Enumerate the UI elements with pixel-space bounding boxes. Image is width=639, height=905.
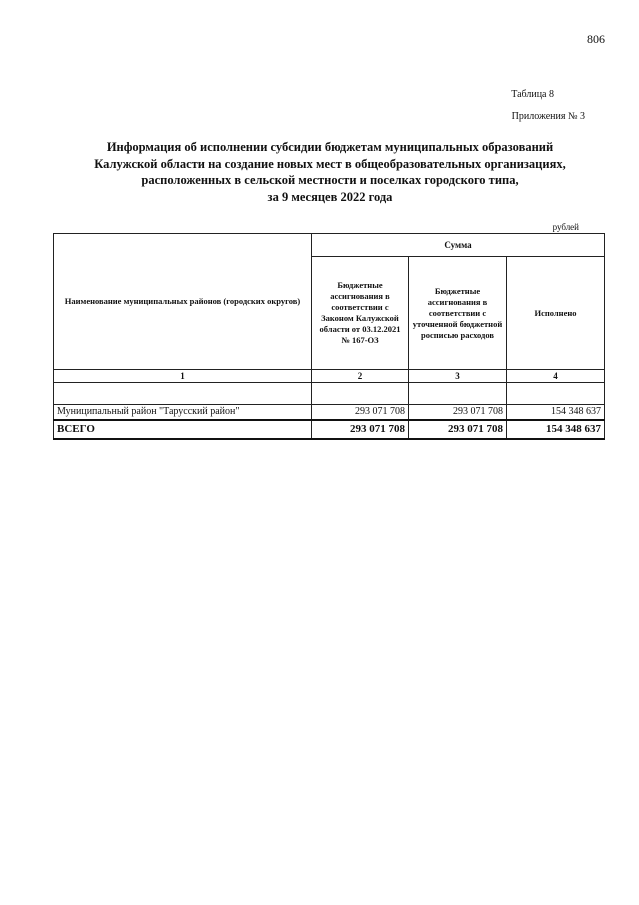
column-number-row — [54, 370, 605, 383]
col-law-header: Бюджетные ассигнования в соответствии с Законом Калужской области от 03.12.2021 № 167-ОЗ — [312, 257, 409, 370]
column-number: 1 — [54, 370, 312, 383]
refined-amount: 293 071 708 — [409, 405, 507, 420]
col-name-header: Наименование муниципальных районов (городских округов) — [54, 234, 312, 370]
units-label: рублей — [552, 222, 579, 232]
col-refined-header: Бюджетные ассигнования в соответствии с уточненной бюджетной росписью расходов — [409, 257, 507, 370]
document-title — [20, 139, 639, 205]
title-line: расположенных в сельской местности и поселках городского типа, — [141, 173, 519, 187]
executed-amount: 154 348 637 — [507, 405, 605, 420]
law-amount: 293 071 708 — [312, 405, 409, 420]
header-row — [54, 234, 605, 257]
total-row — [54, 420, 605, 439]
title-line: Информация об исполнении субсидии бюджетам муниципальных образований — [106, 140, 554, 154]
column-number: 4 — [507, 370, 605, 383]
table-spacer-row — [54, 383, 605, 405]
district-name: Муниципальный район "Тарусский район" — [54, 405, 312, 420]
total-executed-amount: 154 348 637 — [507, 420, 605, 439]
column-number: 2 — [312, 370, 409, 383]
appendix-label: Приложения № 3 — [511, 111, 585, 122]
column-number: 3 — [409, 370, 507, 383]
table-row — [54, 405, 605, 420]
table-label: Таблица 8 — [511, 89, 554, 100]
total-refined-amount: 293 071 708 — [409, 420, 507, 439]
total-law-amount: 293 071 708 — [312, 420, 409, 439]
sum-header: Сумма — [312, 234, 605, 257]
title-line: за 9 месяцев 2022 года — [267, 189, 393, 204]
total-label: ВСЕГО — [54, 420, 312, 439]
report-table — [53, 233, 605, 440]
page-number: 806 — [587, 32, 605, 46]
title-line: Калужской области на создание новых мест в общеобразовательных организациях, — [94, 156, 566, 171]
col-executed-header: Исполнено — [507, 257, 605, 370]
